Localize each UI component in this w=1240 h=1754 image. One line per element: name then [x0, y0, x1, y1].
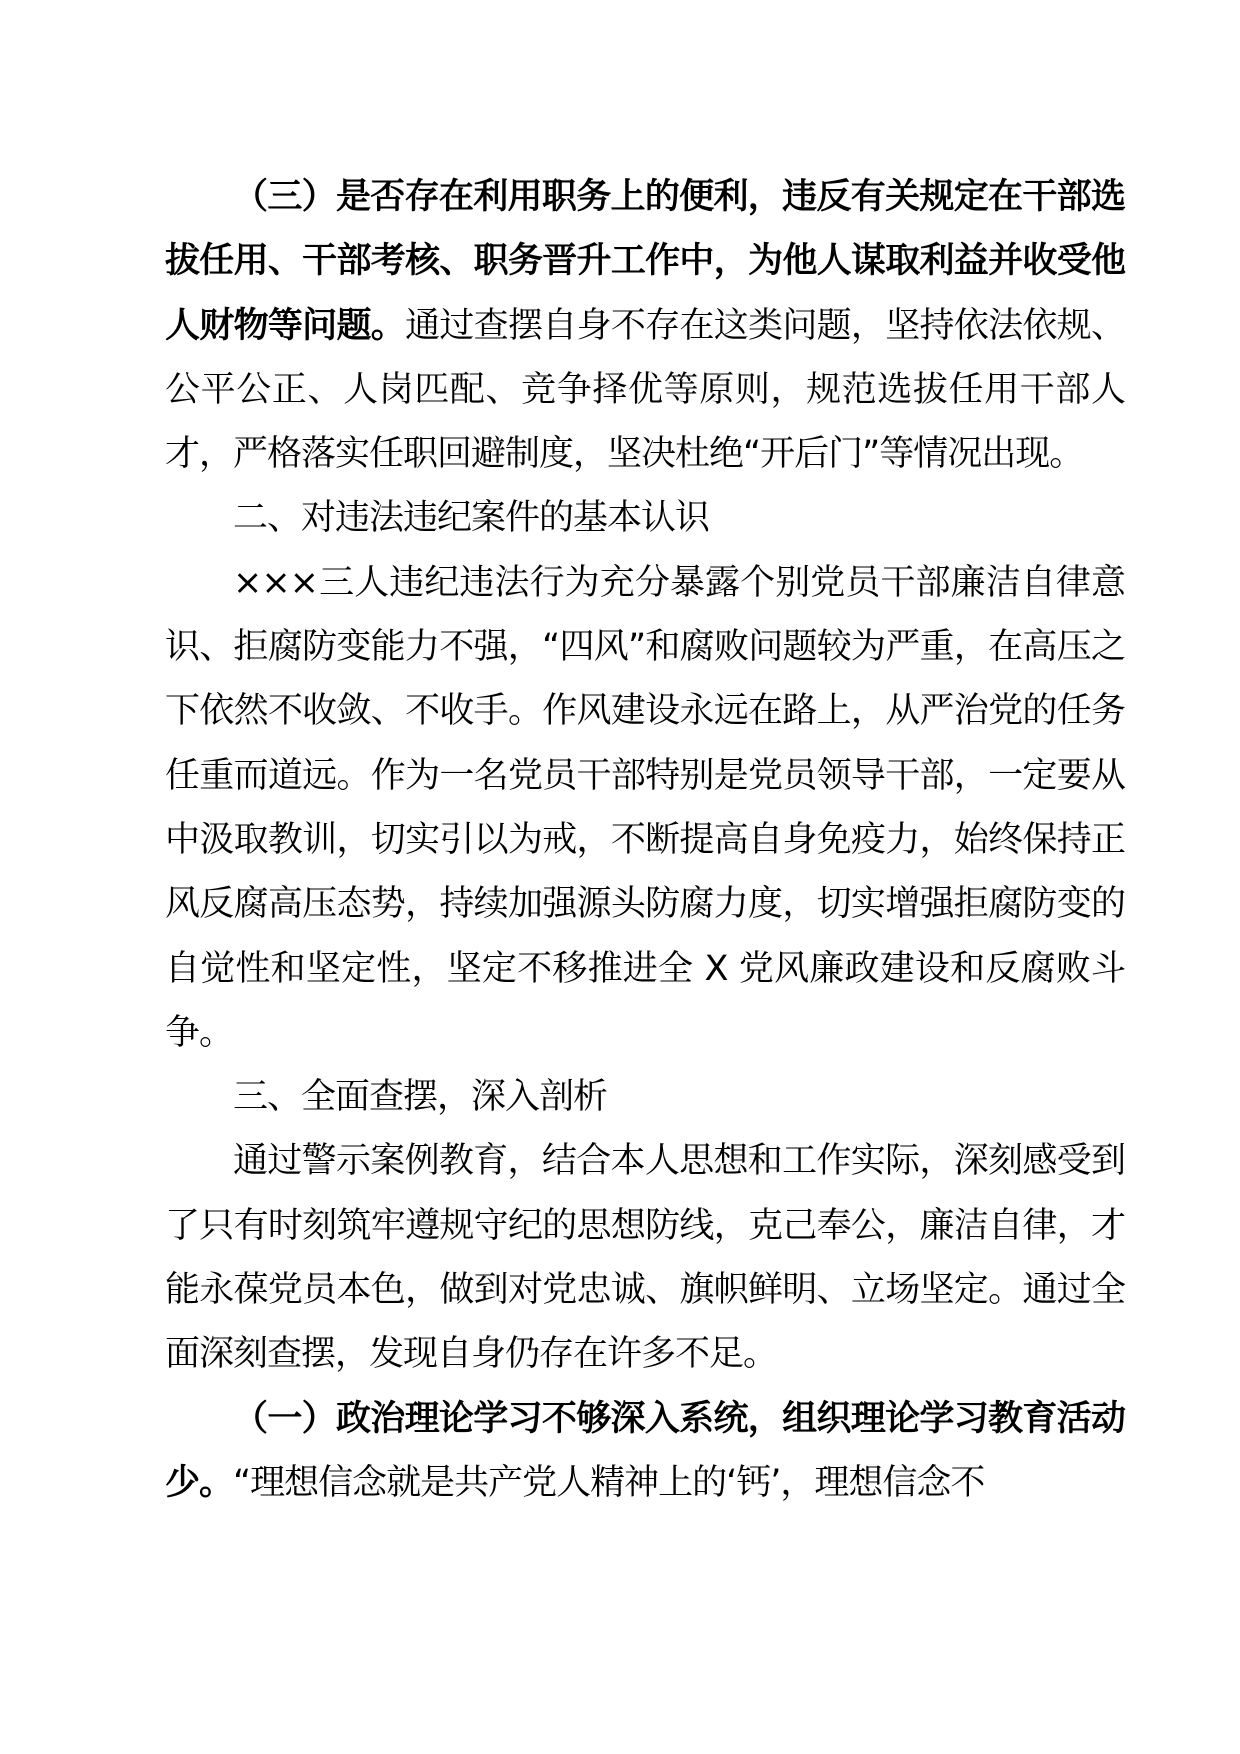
paragraph-item-3-point — [165, 165, 1125, 486]
paragraph-item-1-point — [165, 1387, 1125, 1516]
section-heading-3: 三、全面查摆，深入剖析 — [233, 1077, 608, 1118]
paragraph-case-understanding: ×××三人违纪违法行为充分暴露个别党员干部廉洁自律意识、拒腐防变能力不强，“四风”和腐败问题较为严重，在高压之下依然不收敛、不收手。作风建设永远在路上，从严治党的任务任重而道远。作为一名党员干部特别是党员领导干部，一定要从中汲取教训，切实引以为戒，不断提高自身免疫力，始终保持正风反腐高压态势，持续加强源头防腐力度，切实增强拒腐防变的自觉性和坚定性，坚定不移推进全 X 党风廉政建设和反腐败斗争。 — [165, 562, 1125, 1053]
bold-lead-item-3: （三）是否存在利用职务上的便利，违反有关规定在干部选拔任用、干部考核、职务晋升工作中，为他人谋取利益并收受他人财物等问题。 — [165, 177, 1125, 346]
paragraph-self-examination: 通过警示案例教育，结合本人思想和工作实际，深刻感受到了只有时刻筑牢遵规守纪的思想防线，克己奉公，廉洁自律，才能永葆党员本色，做到对党忠诚、旗帜鲜明、立场坚定。通过全面深刻查摆，发现自身仍存在许多不足。 — [165, 1141, 1125, 1375]
paragraph-body-item-3: 通过查摆自身不存在这类问题，坚持依法依规、公平公正、人岗匹配、竞争择优等原则，规范选拔任用干部人才，严格落实任职回避制度，坚决杜绝“开后门”等情况出现。 — [165, 305, 1125, 475]
bold-lead-item-1: （一）政治理论学习不够深入系统，组织理论学习教育活动少。 — [165, 1398, 1125, 1503]
section-heading-2: 二、对违法违纪案件的基本认识 — [233, 498, 710, 539]
document-page — [165, 165, 1125, 1515]
paragraph-body-item-1: “理想信念就是共产党人精神上的‘钙’，理想信念不 — [233, 1462, 985, 1503]
